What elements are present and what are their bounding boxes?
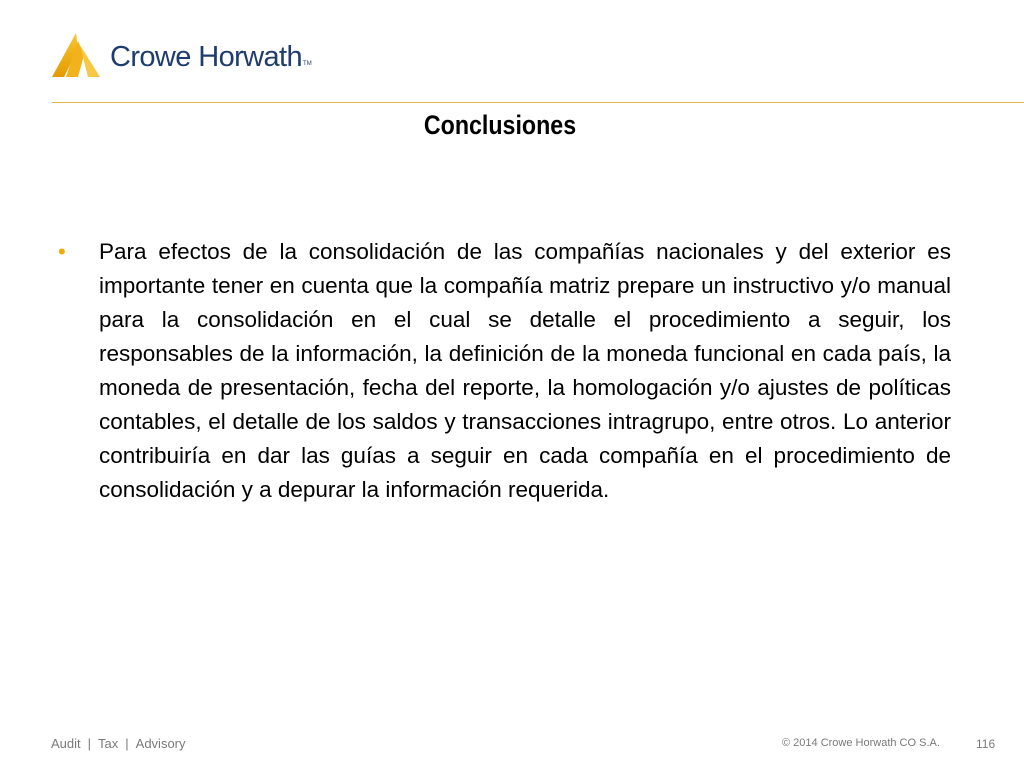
footer-service-audit: Audit xyxy=(51,736,81,751)
footer-services xyxy=(51,736,186,751)
crowe-horwath-logo-icon xyxy=(50,31,102,79)
footer-service-advisory: Advisory xyxy=(135,736,186,751)
footer-service-tax: Tax xyxy=(98,736,119,751)
header-divider xyxy=(52,102,1024,103)
footer-copyright: © 2014 Crowe Horwath CO S.A. xyxy=(782,737,940,749)
logo-trademark: TM xyxy=(303,61,312,67)
footer-separator: | xyxy=(87,736,92,751)
crowe-horwath-logo xyxy=(50,30,312,80)
footer-separator: | xyxy=(125,736,129,751)
bullet-item xyxy=(58,235,951,507)
bullet-icon: • xyxy=(58,239,66,264)
logo-wordmark: Crowe Horwath xyxy=(110,40,303,73)
slide-title: Conclusiones xyxy=(423,110,577,140)
page-number: 116 xyxy=(976,737,996,751)
slide-content xyxy=(58,235,951,507)
bullet-text: Para efectos de la consolidación de las compañías nacionales y del exterior es importante tener en cuenta que la compañía matriz prepare un instructivo y/o manual para la consolidación en el cual se detalle el procedimiento a seguir, los responsables de la información, la definición de la moneda funcional en cada país, la moneda de presentación, fecha del reporte, la homologación y/o ajustes de políticas contables, el detalle de los saldos y transacciones intragrupo, entre otros. Lo anterior contribuiría en dar las guías a seguir en cada compañía en el procedimiento de consolidación y a depurar la información requerida. xyxy=(99,239,951,502)
